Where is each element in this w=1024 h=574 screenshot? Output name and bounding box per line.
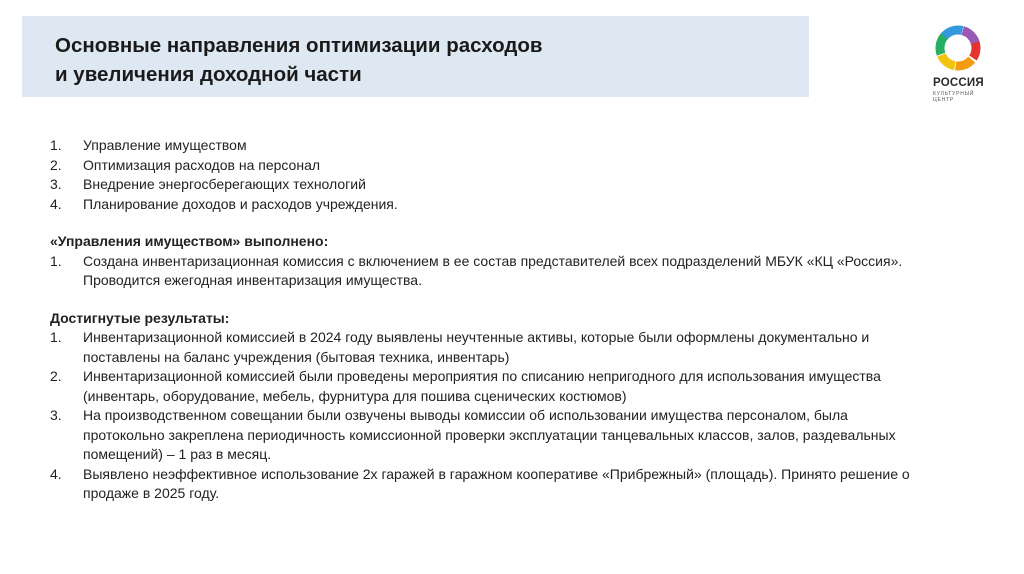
list-number: 3. xyxy=(50,407,62,423)
list-text: Планирование доходов и расходов учреждения. xyxy=(83,195,398,212)
list-text: Оптимизация расходов на персонал xyxy=(83,156,321,173)
property-section xyxy=(50,232,930,291)
list-text: Создана инвентаризационная комиссия с включением в ее состав представителей всех подразделений МБУК «КЦ «Россия». Проводится ежегодная инвентаризация имущества. xyxy=(83,252,903,288)
list-text: Внедрение энергосберегающих технологий xyxy=(83,176,366,192)
list-item xyxy=(50,406,930,465)
list-number: 2. xyxy=(50,368,62,384)
list-text: Инвентаризационной комиссией в 2024 году выявлены неучтенные активы, которые были оформлены документально и поставлены на баланс учреждения (бытовая техника, инвентарь) xyxy=(83,329,870,365)
list-number: 4. xyxy=(50,195,62,212)
directions-list xyxy=(50,136,930,214)
list-number: 2. xyxy=(50,156,62,173)
list-text: На производственном совещании были озвучены выводы комиссии об использовании имущества персоналом, была протокольно закреплена периодичность комиссионной проверки эксплуатации танцевальных классов, залов, раздевальных помещений) – 1 раз в месяц. xyxy=(83,407,896,462)
logo xyxy=(926,22,994,110)
logo-name: РОССИЯ xyxy=(933,77,984,89)
list-item xyxy=(50,195,930,215)
list-item xyxy=(50,252,930,291)
list-item xyxy=(50,136,930,156)
list-item xyxy=(50,175,930,195)
list-item xyxy=(50,367,930,406)
list-item xyxy=(50,465,930,504)
content xyxy=(50,136,930,504)
logo-subtitle: КУЛЬТУРНЫЙ ЦЕНТР xyxy=(933,91,975,103)
list-text: Инвентаризационной комиссией были проведены мероприятия по списанию непригодного для использования имущества (инвентарь, оборудование, мебель, фурнитура для пошива сценических костюмов) xyxy=(83,368,881,404)
list-text: Управление имуществом xyxy=(83,137,247,153)
page-title xyxy=(55,31,543,89)
list-number: 1. xyxy=(50,329,62,345)
page-title-line-1: Основные направления оптимизации расходов xyxy=(55,34,543,57)
list-number: 1. xyxy=(50,252,62,269)
list-number: 3. xyxy=(50,176,62,192)
title-band xyxy=(22,16,809,97)
section-heading: Достигнутые результаты: xyxy=(50,309,230,326)
results-section xyxy=(50,309,930,504)
list-text: Выявлено неэффективное использование 2х гаражей в гаражном кооперативе «Прибрежный» (площадь). Принято решение о продаже в 2025 году. xyxy=(83,465,910,501)
list-item xyxy=(50,328,930,367)
logo-ring-icon xyxy=(930,22,986,74)
list-number: 4. xyxy=(50,465,62,482)
page-title-line-2: и увеличения доходной части xyxy=(55,63,362,86)
section-heading: «Управления имуществом» выполнено: xyxy=(50,233,329,249)
list-number: 1. xyxy=(50,137,62,153)
list-item xyxy=(50,156,930,176)
